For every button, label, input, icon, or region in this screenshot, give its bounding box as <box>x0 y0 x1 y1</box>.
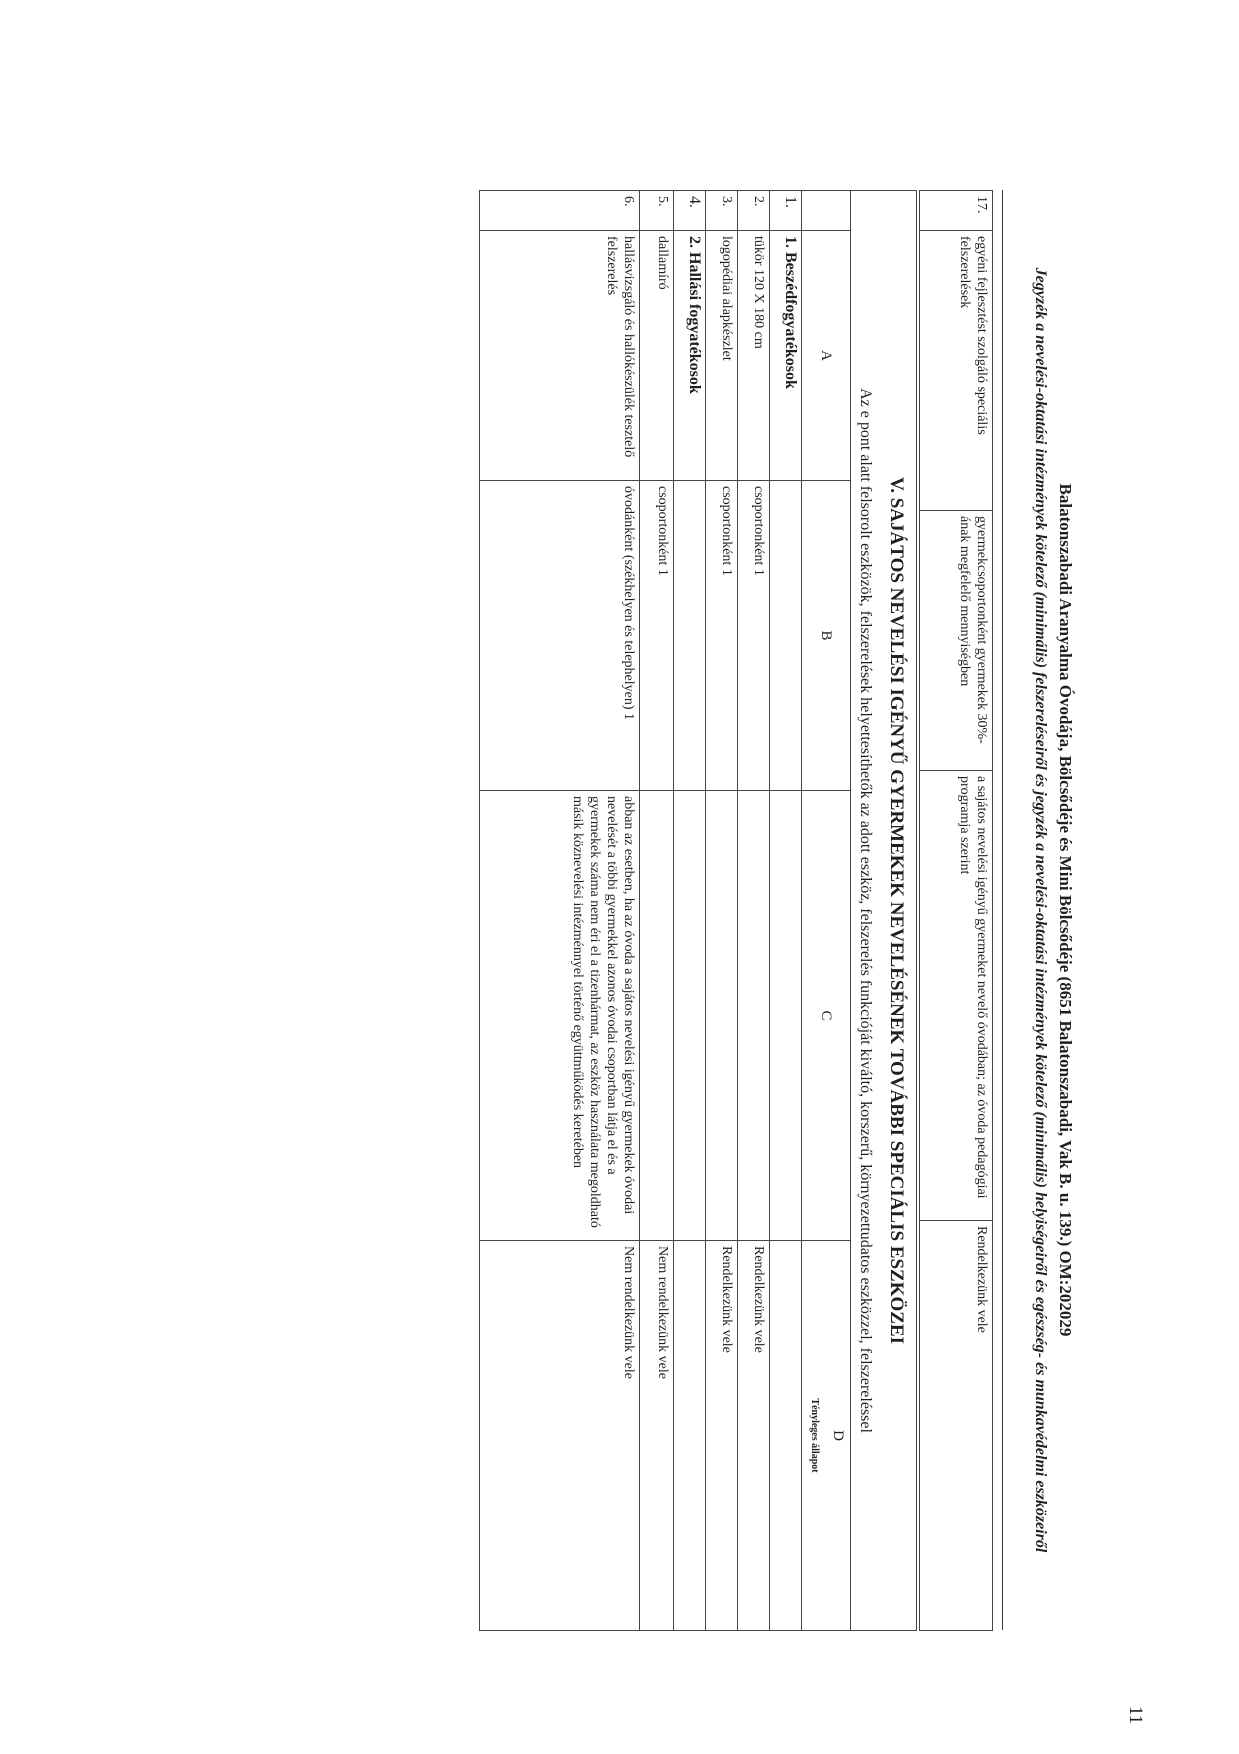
col-header-d <box>802 1241 851 1631</box>
cell-d: Rendelkezünk vele <box>920 1221 993 1631</box>
cell-b <box>770 481 802 791</box>
col-header-c: C <box>802 791 851 1241</box>
cell-c <box>706 791 738 1241</box>
cell-b: csoportonként 1 <box>706 481 738 791</box>
row-number: 4. <box>674 191 706 231</box>
cell-c <box>738 791 770 1241</box>
col-header-num <box>802 191 851 231</box>
category-heading: 2. Hallási fogyatékosok <box>674 231 706 481</box>
cell-c <box>770 791 802 1241</box>
section-title: V. SAJÁTOS NEVELÉSI IGÉNYŰ GYERMEKEK NEVELÉSÉNEK TOVÁBBI SPECIÁLIS ESZKÖZEI <box>880 191 917 1631</box>
table-row <box>770 191 802 1631</box>
cell-c: abban az esetben, ha az óvoda a sajátos nevelési igényű gyermekek óvodai nevelését a többi gyermekkel azonos óvodai csoportban látja el és a gyermekek száma nem éri el a tizenhármat, az eszköz használata megoldható másik köznevelési intézménnyel történő együttműködés keretében <box>480 791 640 1241</box>
previous-section-table <box>919 190 993 1631</box>
cell-c <box>674 791 706 1241</box>
cell-b: csoportonként 1 <box>640 481 674 791</box>
cell-b: csoportonként 1 <box>738 481 770 791</box>
cell-a: tükör 120 X 180 cm <box>738 231 770 481</box>
cell-a: dallamíró <box>640 231 674 481</box>
table-row <box>480 191 640 1631</box>
table-row <box>706 191 738 1631</box>
row-number: 5. <box>640 191 674 231</box>
institution-header: Balatonszabadi Aranyalma Óvodája, Bölcsődéje és Mini Bölcsődéje (8651 Balatonszabadi, Vak B. u. 139.) OM:202029 <box>1056 483 1075 1337</box>
cell-b: óvodánként (székhelyen és telephelyen) 1 <box>480 481 640 791</box>
cell-d: Rendelkezünk vele <box>738 1241 770 1631</box>
cell-a: hallásvizsgáló és hallókészülék tesztelő felszerelés <box>480 231 640 481</box>
col-header-d-label: D <box>830 1430 846 1441</box>
section-note: Az e pont alatt felsorolt eszközök, felszerelések helyettesíthetők az adott eszköz, felszerelés funkcióját kiváltó, korszerű, környezettudatos eszközzel, felszereléssel <box>851 191 881 1631</box>
special-tools-table <box>479 190 917 1631</box>
col-header-b: B <box>802 481 851 791</box>
row-number: 1. <box>770 191 802 231</box>
col-header-a: A <box>802 231 851 481</box>
cell-b <box>674 481 706 791</box>
section-note-row <box>851 191 881 1631</box>
cell-a: egyéni fejlesztést szolgáló speciális felszerelések <box>920 231 993 511</box>
row-number: 17. <box>920 191 993 231</box>
section-title-row <box>880 191 917 1631</box>
page-number: 11 <box>1124 1705 1146 1725</box>
table-row <box>738 191 770 1631</box>
table-row <box>920 191 993 1631</box>
document-subtitle: Jegyzék a nevelési-oktatási intézmények kötelező (minimális) felszereléseiről és jegyzék a nevelési-oktatási intézmények kötelező (minimális) helyiségeiről és egészség- és munkavédelmi eszközeiről <box>1032 267 1049 1553</box>
cell-b: gyermekcsoportonként gyermekek 30%-ának megfelelő mennyiségben <box>920 511 993 771</box>
row-number: 3. <box>706 191 738 231</box>
row-number: 6. <box>480 191 640 231</box>
cell-d: Rendelkezünk vele <box>706 1241 738 1631</box>
cell-d <box>770 1241 802 1631</box>
col-header-d-sublabel: Tényleges állapot <box>809 1398 820 1473</box>
header-rule <box>1002 190 1003 1630</box>
cell-d: Nem rendelkezünk vele <box>480 1241 640 1631</box>
cell-d: Nem rendelkezünk vele <box>640 1241 674 1631</box>
row-number: 2. <box>738 191 770 231</box>
rotated-content <box>85 190 1085 1630</box>
table-row <box>640 191 674 1631</box>
cell-c: a sajátos nevelési igényű gyermeket nevelő óvodában; az óvoda pedagógiai programja szerint <box>920 771 993 1221</box>
cell-a: logopédiai alapkészlet <box>706 231 738 481</box>
cell-d <box>674 1241 706 1631</box>
category-heading: 1. Beszédfogyatékosok <box>770 231 802 481</box>
column-header-row <box>802 191 851 1631</box>
table-row <box>674 191 706 1631</box>
cell-c <box>640 791 674 1241</box>
